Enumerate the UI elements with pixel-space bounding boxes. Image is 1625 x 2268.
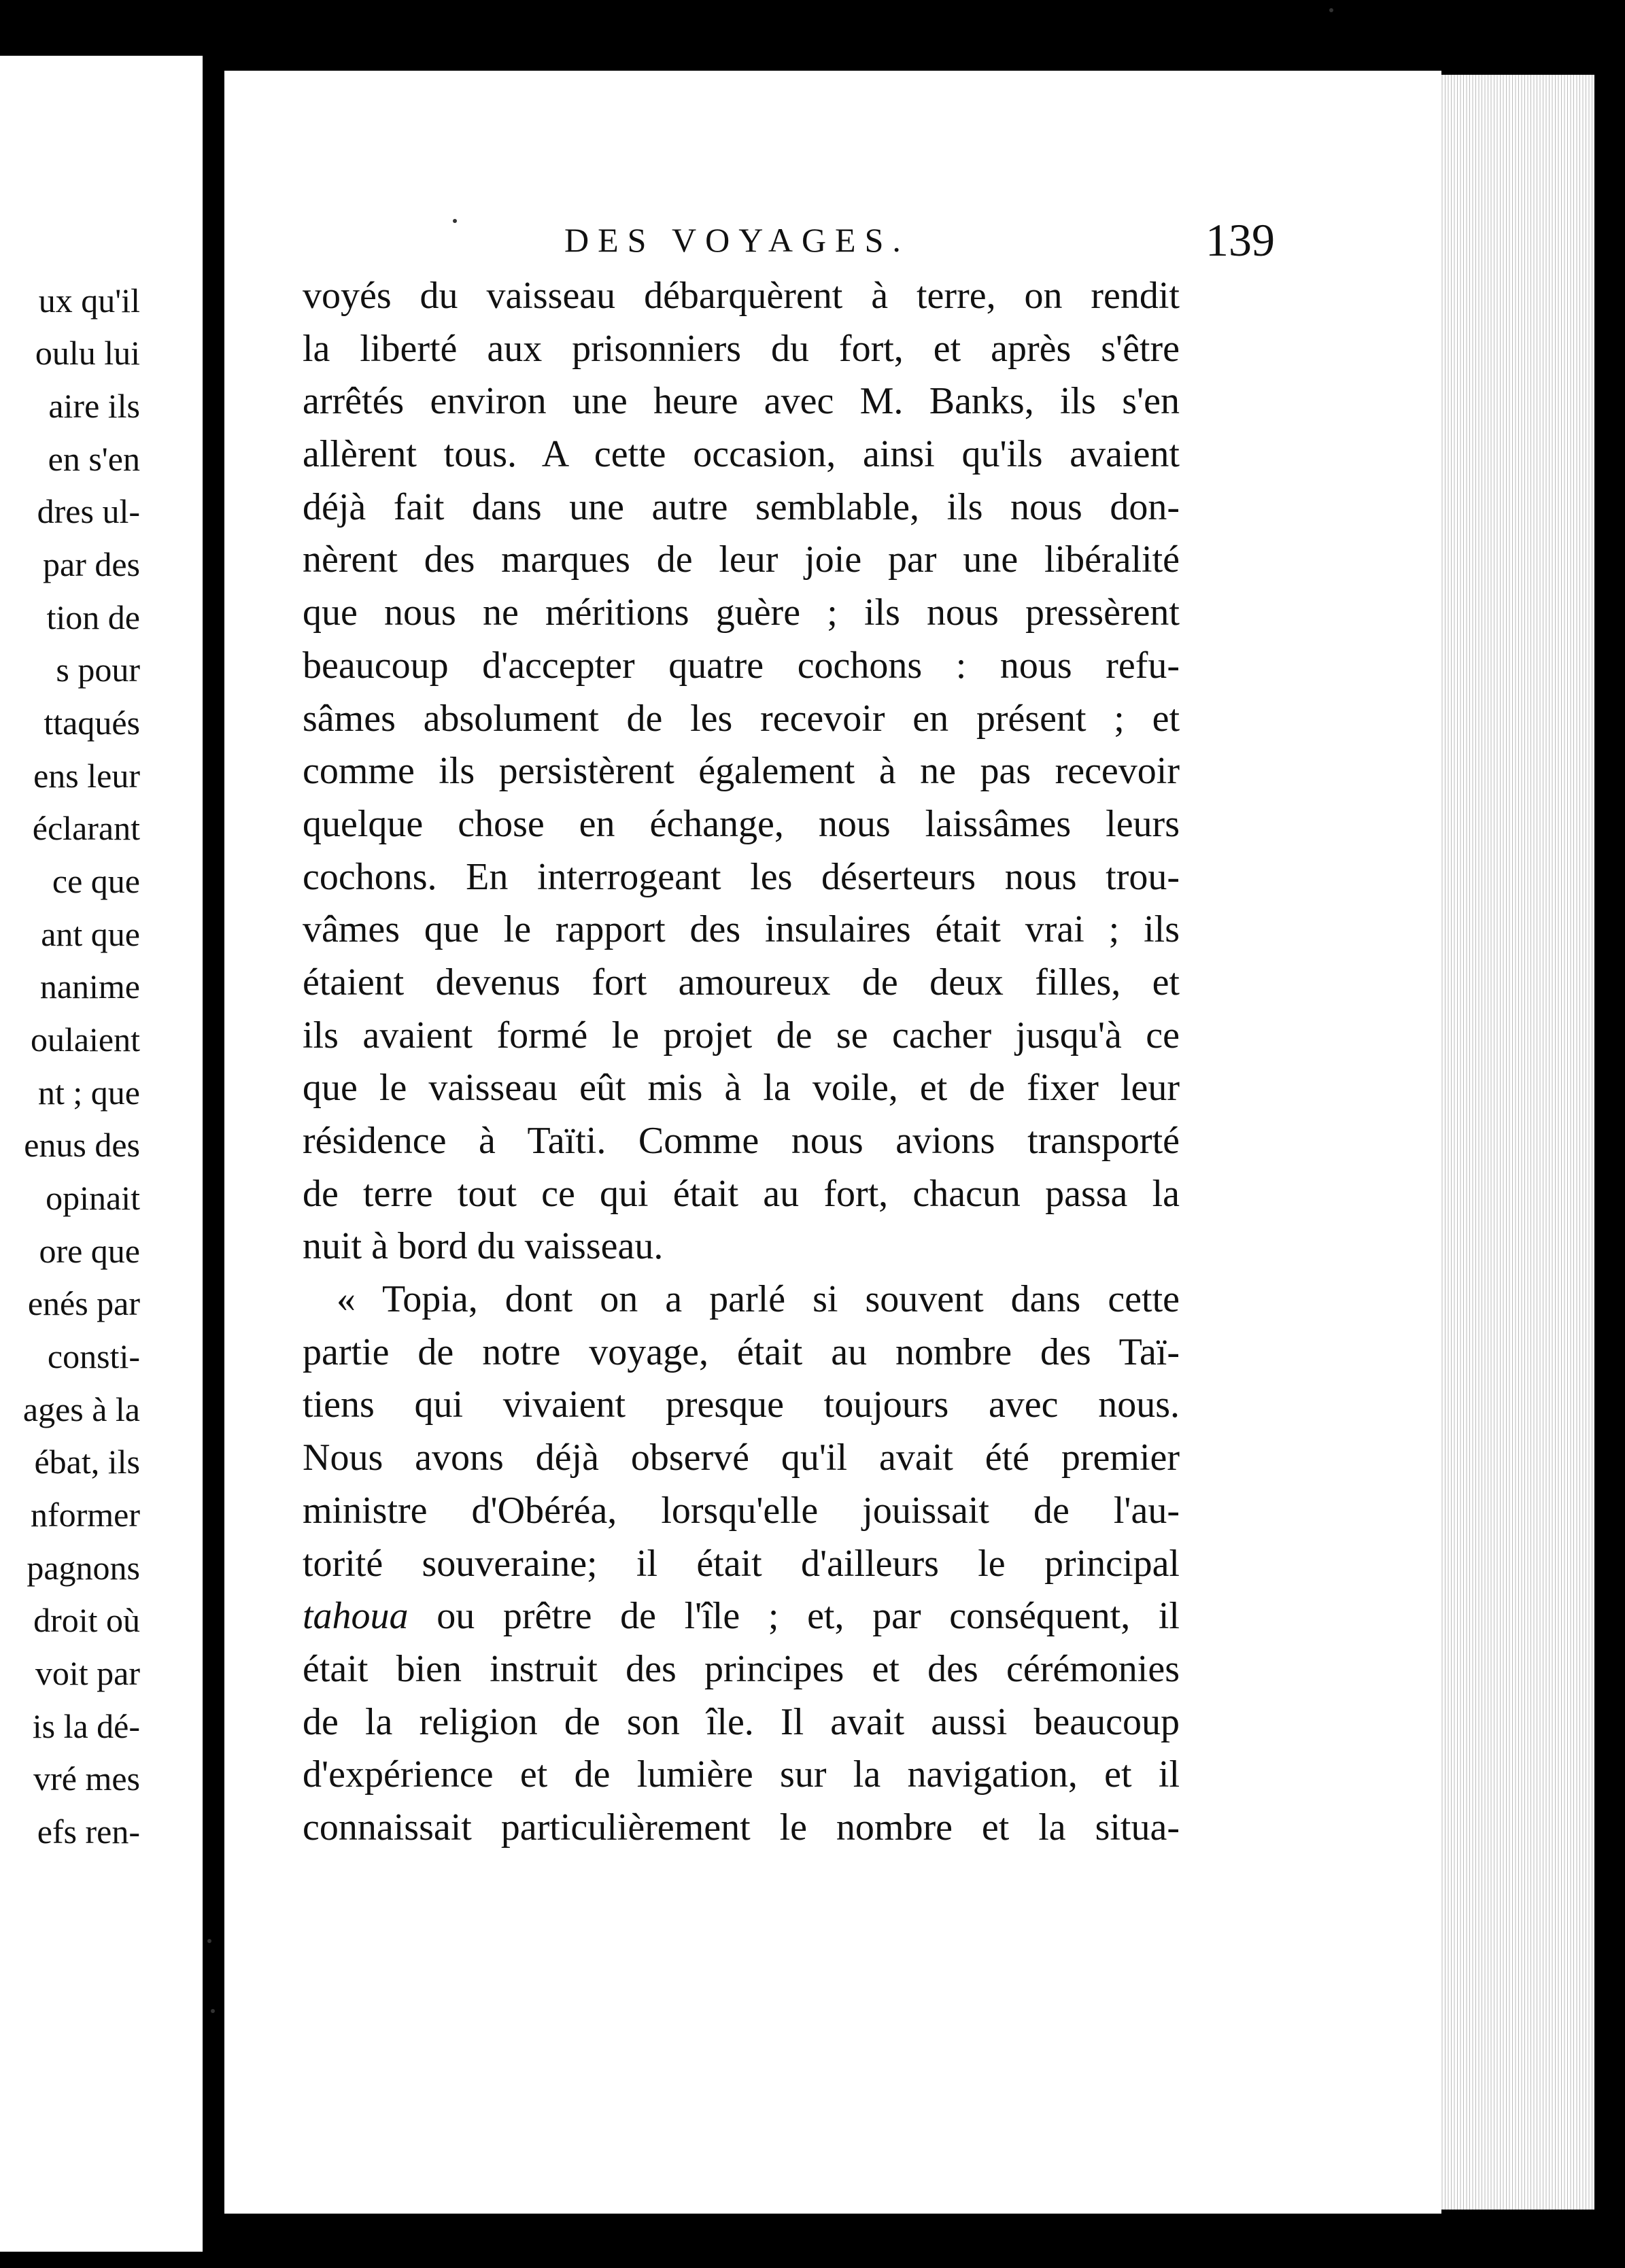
left-page-line: efs ren- bbox=[37, 1812, 140, 1851]
running-head-title: DES VOYAGES. bbox=[564, 221, 910, 259]
text-line: connaissait particulièrement le nombre et la situa- bbox=[303, 1806, 1180, 1849]
text-line: ministre d'Obéréa, lorsqu'elle jouissait de l'au- bbox=[303, 1489, 1180, 1532]
left-page-line: droit où bbox=[33, 1601, 140, 1639]
running-head bbox=[224, 214, 1441, 268]
left-page-line: aire ils bbox=[48, 387, 140, 425]
left-page-line: éclarant bbox=[32, 809, 140, 847]
left-page-line: en s'en bbox=[48, 440, 140, 478]
page-number: 139 bbox=[1205, 214, 1275, 266]
text-line: tiens qui vivaient presque toujours avec nous. bbox=[303, 1384, 1180, 1426]
left-page-line: ant que bbox=[41, 915, 140, 953]
left-page-line: nformer bbox=[30, 1496, 140, 1534]
left-page-line: opinait bbox=[46, 1179, 140, 1217]
left-page-line: ttaqués bbox=[44, 704, 140, 742]
print-speck bbox=[1329, 8, 1333, 12]
text-line: déjà fait dans une autre semblable, ils nous don- bbox=[303, 485, 1180, 528]
text-line: que nous ne méritions guère ; ils nous pressèrent bbox=[303, 591, 1180, 634]
left-page-line: par des bbox=[43, 545, 140, 583]
text-line-rest: ou prêtre de l'île ; et, par conséquent, il bbox=[408, 1595, 1180, 1638]
text-line: nuit à bord du vaisseau. bbox=[303, 1225, 664, 1268]
text-line: torité souveraine; il était d'ailleurs le principal bbox=[303, 1542, 1180, 1585]
text-line: arrêtés environ une heure avec M. Banks, ils s'en bbox=[303, 380, 1180, 423]
left-page-line: vré mes bbox=[33, 1759, 140, 1798]
left-page-line: oulaient bbox=[30, 1020, 140, 1059]
text-line: partie de notre voyage, était au nombre des Taï- bbox=[303, 1330, 1180, 1373]
text-line: « Topia, dont on a parlé si souvent dans cette bbox=[337, 1278, 1180, 1321]
text-line: voyés du vaisseau débarquèrent à terre, on rendit bbox=[303, 275, 1180, 317]
left-page-line: tion de bbox=[46, 598, 140, 636]
left-page-line: ore que bbox=[39, 1232, 140, 1270]
left-page-line: enés par bbox=[27, 1284, 140, 1322]
text-line: la liberté aux prisonniers du fort, et après s'être bbox=[303, 327, 1180, 370]
text-line: que le vaisseau eût mis à la voile, et de fixer leur bbox=[303, 1067, 1180, 1110]
left-facing-page bbox=[0, 56, 203, 2252]
body-text bbox=[303, 270, 1180, 1855]
print-speck bbox=[211, 2009, 215, 2013]
text-line: était bien instruit des principes et des cérémonies bbox=[303, 1647, 1180, 1690]
left-page-line: is la dé- bbox=[32, 1707, 140, 1745]
text-line: vâmes que le rapport des insulaires était vrai ; ils bbox=[303, 908, 1180, 951]
left-page-line: dres ul- bbox=[37, 492, 140, 530]
left-page-line: nanime bbox=[39, 967, 140, 1006]
text-line: allèrent tous. A cette occasion, ainsi qu'ils avaient bbox=[303, 433, 1180, 476]
text-line: de la religion de son île. Il avait aussi beaucoup bbox=[303, 1700, 1180, 1743]
text-line: de terre tout ce qui était au fort, chacun passa la bbox=[303, 1172, 1180, 1215]
left-page-line: consti- bbox=[47, 1337, 140, 1375]
left-page-line: nt ; que bbox=[38, 1073, 140, 1112]
left-page-line: ens leur bbox=[33, 757, 140, 795]
text-line: résidence à Taïti. Comme nous avions transporté bbox=[303, 1120, 1180, 1162]
print-speck bbox=[453, 219, 457, 223]
book-page bbox=[224, 71, 1441, 2214]
text-line: nèrent des marques de leur joie par une libéralité bbox=[303, 538, 1180, 581]
page-edge-stack bbox=[1441, 75, 1594, 2210]
text-line: Nous avons déjà observé qu'il avait été premier bbox=[303, 1437, 1180, 1479]
print-speck bbox=[207, 1939, 211, 1943]
left-page-line: s pour bbox=[56, 651, 140, 689]
left-page-line: ébat, ils bbox=[34, 1443, 140, 1481]
text-line: comme ils persistèrent également à ne pas recevoir bbox=[303, 750, 1180, 793]
left-page-line: ages à la bbox=[22, 1390, 140, 1428]
left-page-line: voit par bbox=[35, 1654, 140, 1692]
left-page-line: ce que bbox=[52, 862, 140, 900]
text-line: d'expérience et de lumière sur la navigation, et il bbox=[303, 1753, 1180, 1796]
text-line: étaient devenus fort amoureux de deux filles, et bbox=[303, 961, 1180, 1003]
text-line: beaucoup d'accepter quatre cochons : nous refu- bbox=[303, 644, 1180, 687]
italic-word: tahoua bbox=[303, 1595, 409, 1638]
text-line: cochons. En interrogeant les déserteurs nous trou- bbox=[303, 855, 1180, 898]
text-line: ils avaient formé le projet de se cacher jusqu'à ce bbox=[303, 1014, 1180, 1056]
left-page-line: pagnons bbox=[27, 1549, 140, 1587]
left-page-line: enus des bbox=[24, 1126, 140, 1164]
text-line: sâmes absolument de les recevoir en présent ; et bbox=[303, 697, 1180, 740]
left-page-line: ux qu'il bbox=[38, 281, 140, 320]
book-gutter bbox=[203, 56, 223, 2252]
text-line: quelque chose en échange, nous laissâmes leurs bbox=[303, 802, 1180, 845]
text-line-with-italic bbox=[303, 1590, 1180, 1643]
left-page-line: oulu lui bbox=[35, 334, 140, 372]
